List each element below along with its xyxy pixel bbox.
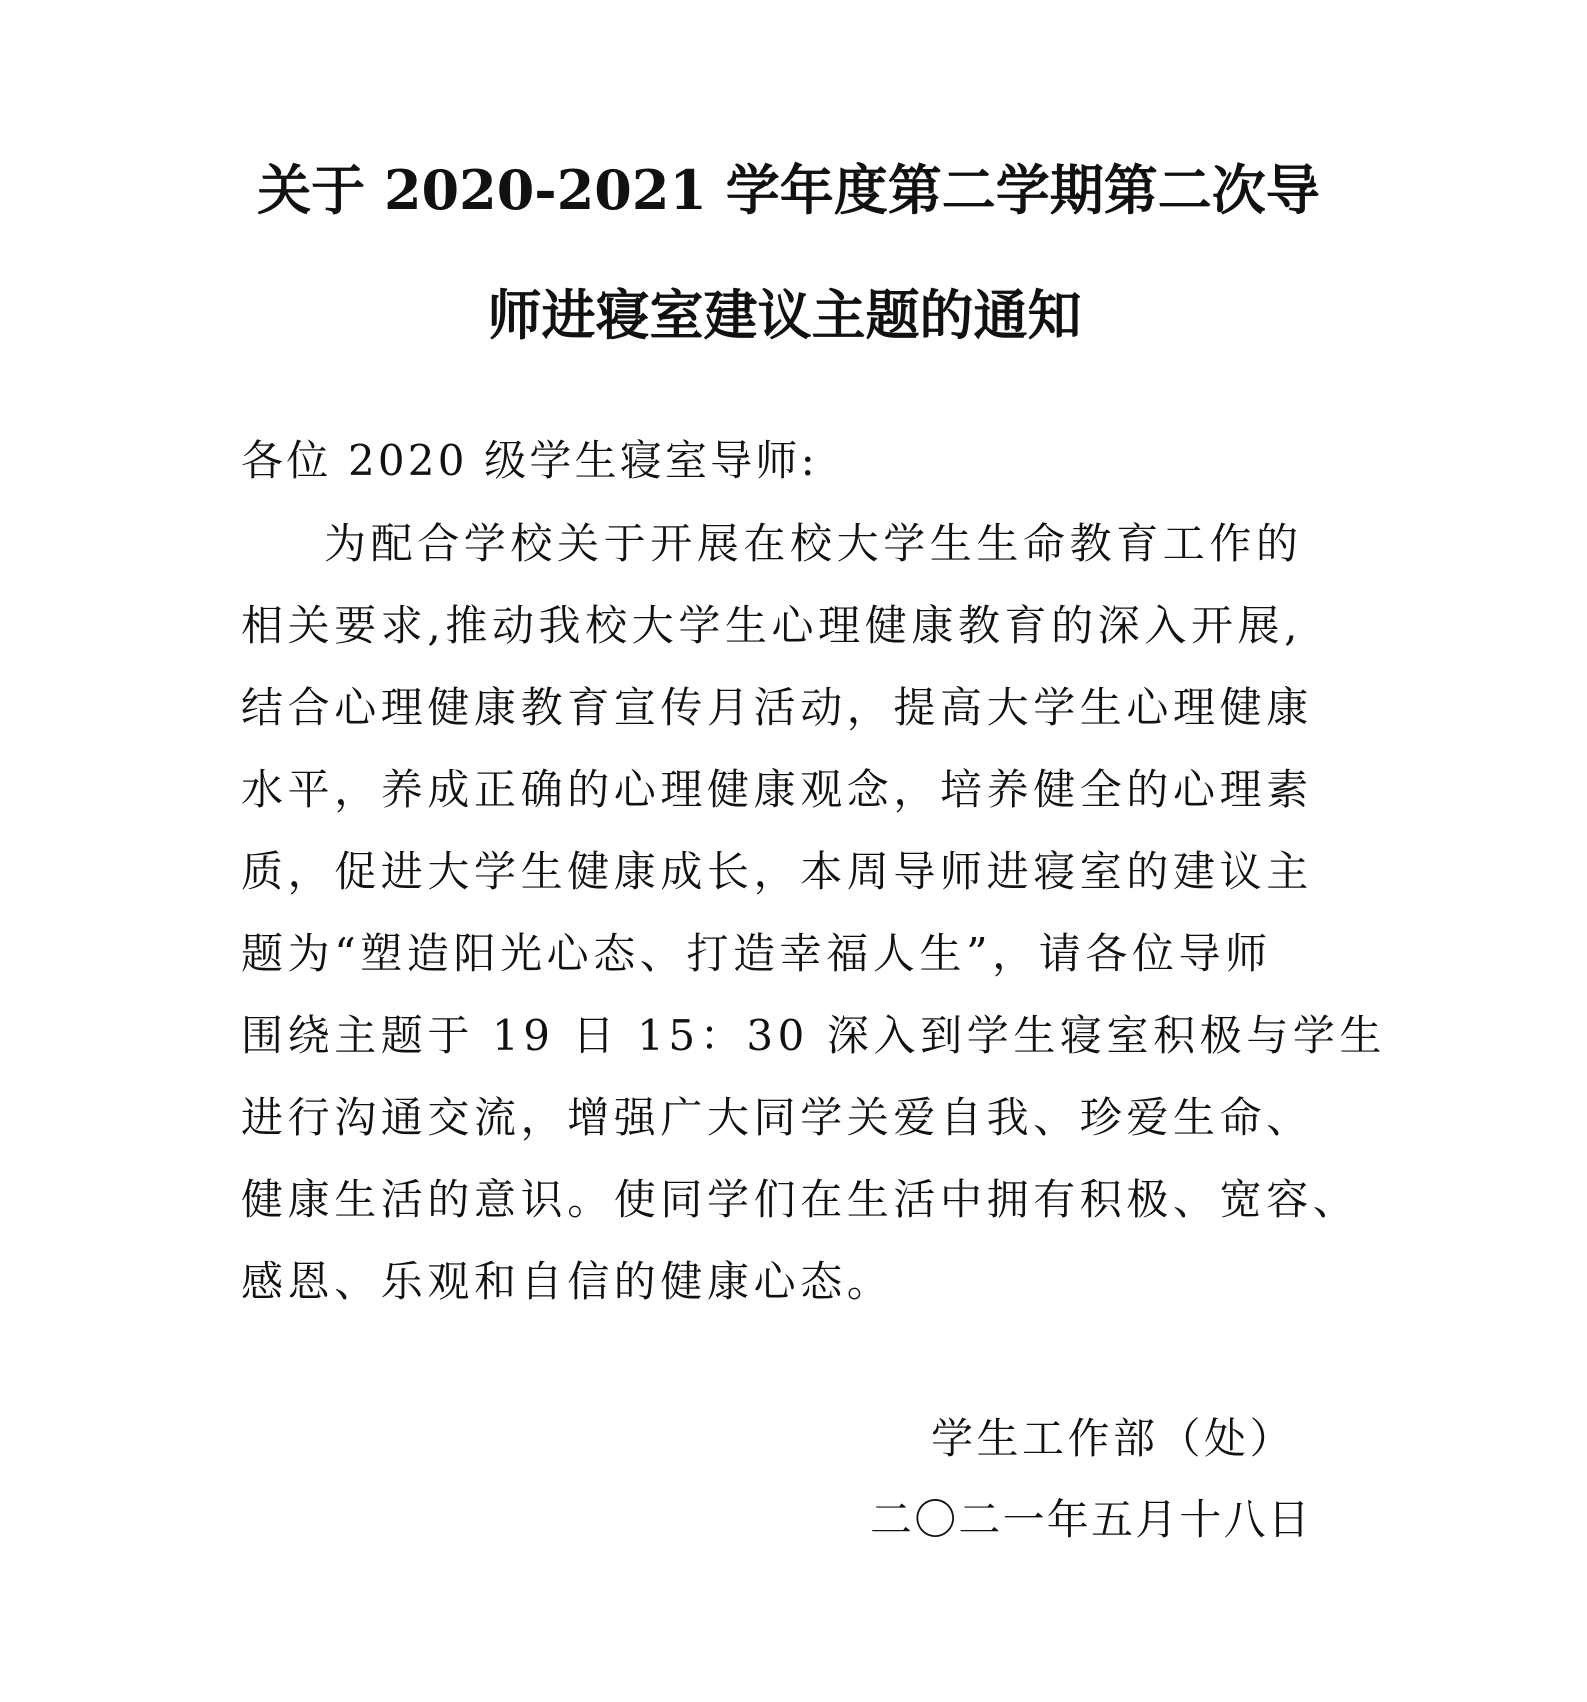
body-line-7: 围绕主题于 19 日 15：30 深入到学生寝室积极与学生 [241, 1011, 1387, 1060]
body-line-6: 题为“塑造阳光心态、打造幸福人生”，请各位导师 [241, 929, 1272, 978]
body-line-5: 质，促进大学生健康成长，本周导师进寝室的建议主 [241, 847, 1313, 896]
body-line-2: 相关要求,推动我校大学生心理健康教育的深入开展, [241, 601, 1303, 650]
body-line-10: 感恩、乐观和自信的健康心态。 [241, 1257, 894, 1306]
body-line-1: 为配合学校关于开展在校大学生生命教育工作的 [324, 519, 1303, 568]
salutation: 各位 2020 级学生寝室导师: [241, 436, 818, 485]
signature-date: 二〇二一年五月十八日 [870, 1495, 1313, 1544]
body-line-4: 水平，养成正确的心理健康观念，培养健全的心理素 [241, 765, 1313, 814]
body-line-8: 进行沟通交流，增强广大同学关爱自我、珍爱生命、 [241, 1093, 1313, 1142]
notice-title-line-2: 师进寝室建议主题的通知 [487, 283, 1082, 347]
notice-title-line-1: 关于 2020-2021 学年度第二学期第二次导 [257, 158, 1320, 222]
signature-department: 学生工作部（处） [931, 1414, 1296, 1463]
body-line-3: 结合心理健康教育宣传月活动，提高大学生心理健康 [241, 683, 1313, 732]
body-line-9: 健康生活的意识。使同学们在生活中拥有积极、宽容、 [241, 1175, 1360, 1224]
